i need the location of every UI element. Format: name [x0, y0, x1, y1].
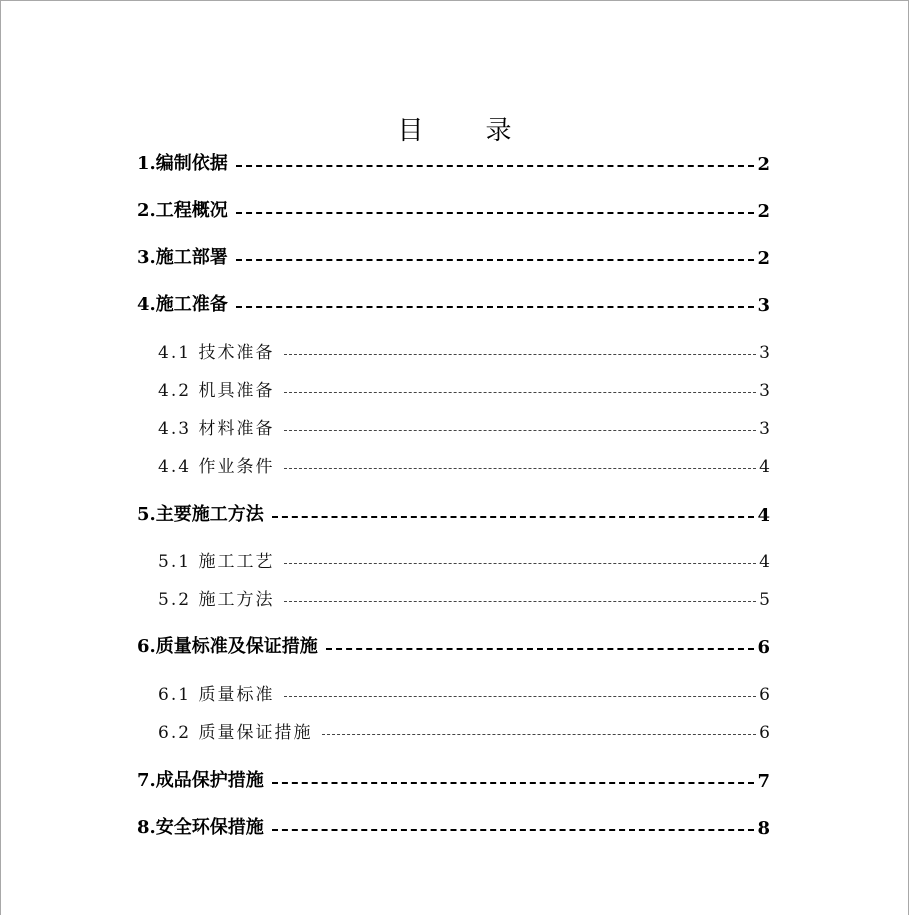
dot-leader: [284, 563, 756, 564]
toc-entry-label: 6.2 质量保证措施: [158, 723, 313, 743]
toc-entry-6[interactable]: [137, 632, 770, 658]
toc-entry-label: 4.3 材料准备: [158, 419, 275, 439]
dot-leader: [284, 430, 756, 431]
dot-leader: [236, 306, 755, 308]
toc-entry-4[interactable]: [137, 290, 770, 316]
toc-page-number: 2: [757, 248, 770, 269]
dot-leader: [284, 601, 756, 602]
toc-entry-5-1[interactable]: [158, 548, 770, 572]
dot-leader: [236, 212, 755, 214]
toc-entry-5[interactable]: [137, 500, 770, 526]
dot-leader: [236, 259, 755, 261]
toc-page-number: 6: [757, 637, 770, 658]
toc-entry-4-1[interactable]: [158, 339, 770, 363]
toc-page-number: 3: [759, 343, 770, 363]
toc-entry-label: 5.主要施工方法: [137, 504, 264, 525]
toc-entry-label: 8.安全环保措施: [137, 817, 264, 838]
toc-entry-label: 3.施工部署: [137, 247, 228, 268]
toc-page-number: 4: [759, 457, 770, 477]
toc-page-number: 6: [759, 723, 770, 743]
toc-page-number: 4: [759, 552, 770, 572]
dot-leader: [272, 782, 755, 784]
toc-page-number: 3: [759, 381, 770, 401]
toc-entry-label: 7.成品保护措施: [137, 770, 264, 791]
toc-entry-5-2[interactable]: [158, 586, 770, 610]
dot-leader: [326, 648, 755, 650]
dot-leader: [284, 392, 756, 393]
dot-leader: [284, 696, 756, 697]
toc-entry-6-1[interactable]: [158, 681, 770, 705]
toc-entry-label: 1.编制依据: [137, 153, 228, 174]
toc-entry-label: 5.1 施工工艺: [158, 552, 275, 572]
dot-leader: [284, 468, 756, 469]
toc-title: 目录: [397, 116, 574, 147]
dot-leader: [272, 516, 755, 518]
dot-leader: [272, 829, 755, 831]
toc-entry-label: 4.1 技术准备: [158, 343, 275, 363]
toc-page-number: 2: [757, 154, 770, 175]
toc-entry-label: 5.2 施工方法: [158, 590, 275, 610]
toc-page-number: 7: [757, 771, 770, 792]
toc-entry-7[interactable]: [137, 766, 770, 792]
toc-entry-label: 6.质量标准及保证措施: [137, 636, 318, 657]
dot-leader: [322, 734, 756, 735]
toc-page-number: 3: [757, 295, 770, 316]
dot-leader: [284, 354, 756, 355]
toc-entry-label: 4.2 机具准备: [158, 381, 275, 401]
toc-entry-label: 4.4 作业条件: [158, 457, 275, 477]
toc-entry-6-2[interactable]: [158, 719, 770, 743]
toc-entry-8[interactable]: [137, 813, 770, 839]
toc-page-number: 4: [757, 505, 770, 526]
toc-entry-label: 2.工程概况: [137, 200, 228, 221]
toc-page-number: 6: [759, 685, 770, 705]
toc-entry-4-3[interactable]: [158, 415, 770, 439]
toc-page-number: 8: [757, 818, 770, 839]
toc-entry-label: 6.1 质量标准: [158, 685, 275, 705]
toc-page-number: 3: [759, 419, 770, 439]
toc-entry-2[interactable]: [137, 196, 770, 222]
dot-leader: [236, 165, 755, 167]
toc-entry-1[interactable]: [137, 149, 770, 175]
toc-entry-3[interactable]: [137, 243, 770, 269]
toc-page-number: 5: [759, 590, 770, 610]
toc-entry-4-2[interactable]: [158, 377, 770, 401]
toc-entry-4-4[interactable]: [158, 453, 770, 477]
toc-entry-label: 4.施工准备: [137, 294, 228, 315]
toc-page-number: 2: [757, 201, 770, 222]
